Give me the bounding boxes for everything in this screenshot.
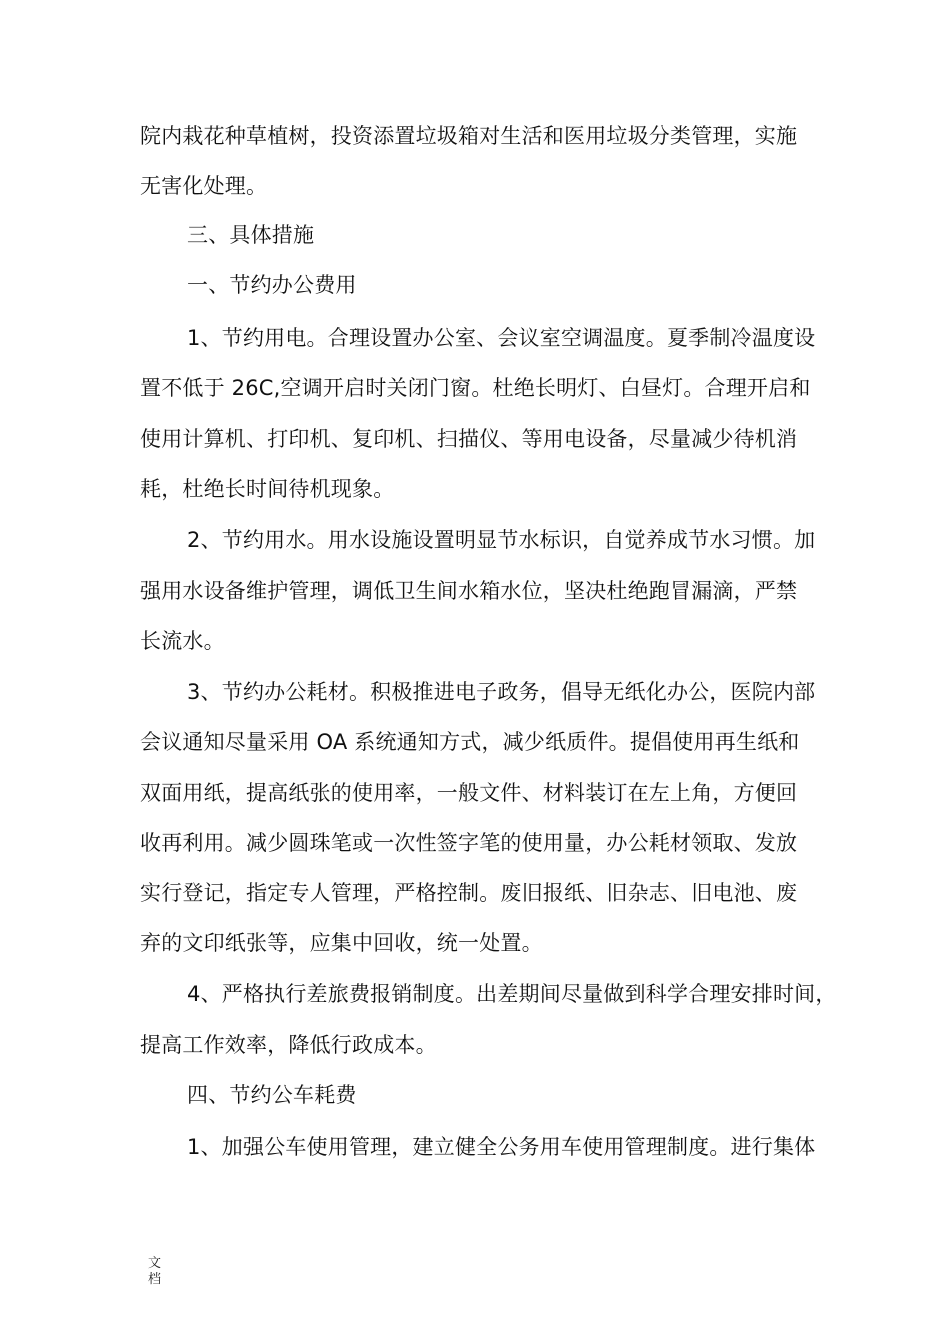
- text-line: 无害化处理。: [140, 174, 268, 198]
- text-line: 1、节约用电。合理设置办公室、会议室空调温度。夏季制冷温度设: [187, 326, 816, 350]
- text-line: 实行登记，指定专人管理，严格控制。废旧报纸、旧杂志、旧电池、废: [140, 881, 798, 905]
- text-line: 使用计算机、打印机、复印机、扫描仪、等用电设备，尽量减少待机消: [140, 427, 798, 451]
- text-line: 双面用纸，提高纸张的使用率，一般文件、材料装订在左上角，方便回: [140, 781, 798, 805]
- text-line: 收再利用。减少圆珠笔或一次性签字笔的使用量，办公耗材领取、发放: [140, 831, 798, 855]
- subsection-heading: 一、节约办公费用: [187, 273, 357, 297]
- text-line: 弃的文印纸张等，应集中回收，统一处置。: [140, 931, 543, 955]
- text-line: 置不低于 26C,空调开启时关闭门窗。杜绝长明灯、白昼灯。合理开启和: [140, 376, 811, 400]
- text-line: 强用水设备维护管理，调低卫生间水箱水位，坚决杜绝跑冒漏滴，严禁: [140, 579, 798, 603]
- text-line: 2、节约用水。用水设施设置明显节水标识，自觉养成节水习惯。加: [187, 528, 816, 552]
- text-line: 3、节约办公耗材。积极推进电子政务，倡导无纸化办公，医院内部: [187, 680, 816, 704]
- text-line: 会议通知尽量采用 OA 系统通知方式，减少纸质件。提倡使用再生纸和: [140, 730, 800, 754]
- text-line: 耗，杜绝长时间待机现象。: [140, 477, 395, 501]
- text-line: 提高工作效率，降低行政成本。: [140, 1033, 437, 1057]
- text-line: 院内栽花种草植树，投资添置垃圾箱对生活和医用垃圾分类管理，实施: [140, 124, 798, 148]
- subsection-heading: 四、节约公车耗费: [187, 1083, 357, 1107]
- text-line: 长流水。: [140, 629, 225, 653]
- section-heading: 三、具体措施: [187, 223, 315, 247]
- footer-mark: 文档: [148, 1256, 162, 1287]
- text-line: 4、严格执行差旅费报销制度。出差期间尽量做到科学合理安排时间，: [187, 982, 837, 1006]
- text-line: 1、加强公车使用管理，建立健全公务用车使用管理制度。进行集体: [187, 1135, 816, 1159]
